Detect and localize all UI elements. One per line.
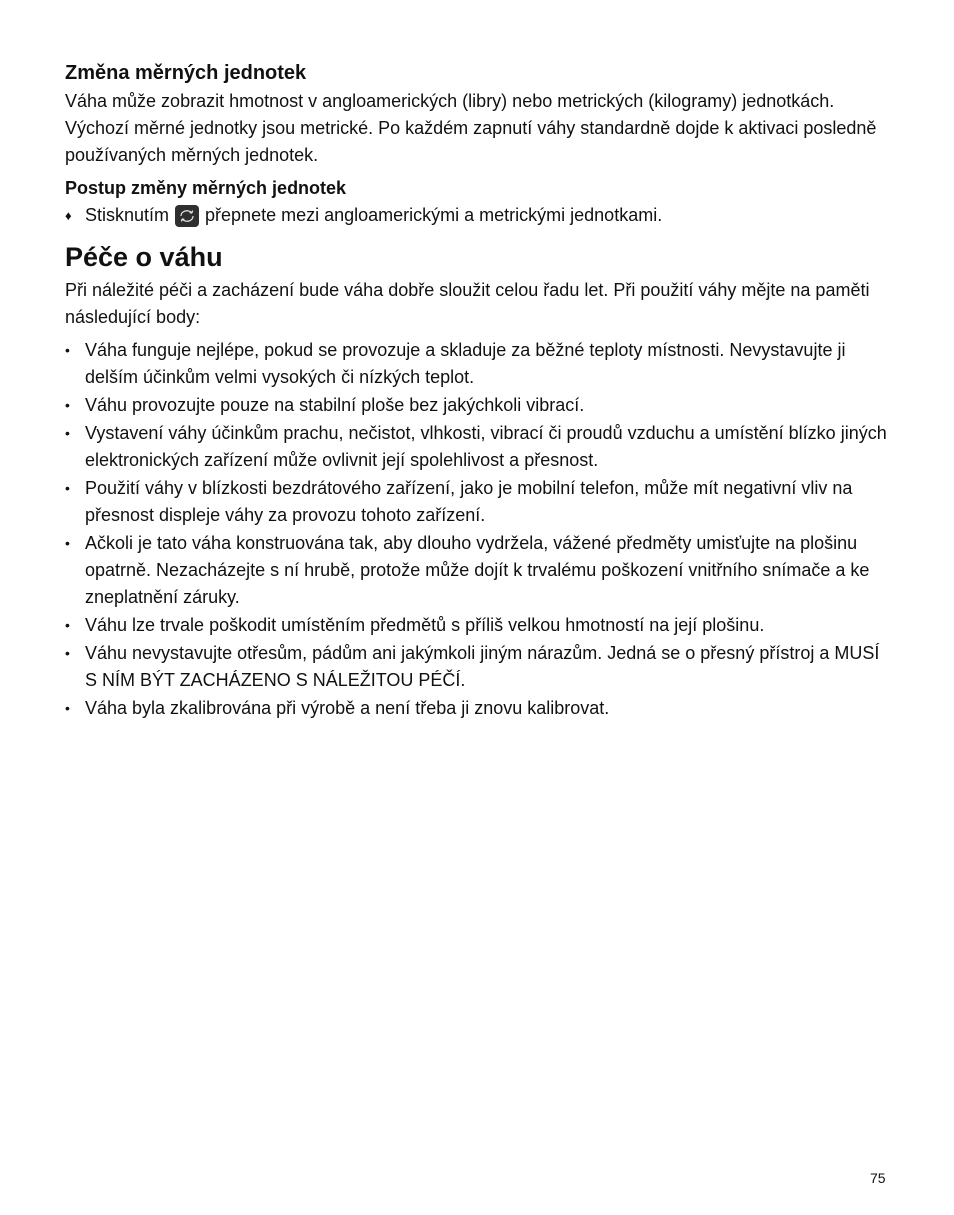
bullet-icon: •	[65, 342, 70, 358]
units-paragraph: Váha může zobrazit hmotnost v angloamerických (libry) nebo metrických (kilogramy) jednotkách. Výchozí měrné jednotky jsou metrické. Po každém zapnutí váhy standardně dojde k aktivaci posledně používaných měrných jednotek.	[65, 91, 877, 165]
list-item-text: Ačkoli je tato váha konstruována tak, aby dlouho vydržela, vážené předměty umisťujte na plošinu opatrně. Nezacházejte s ní hrubě, protože může dojít k trvalému poškození vnitřního snímače a ke zneplatnění záruky.	[85, 533, 870, 607]
manual-page	[65, 58, 890, 723]
list-item-text: Váhu lze trvale poškodit umístěním předmětů s příliš velkou hmotností na její plošinu.	[85, 615, 765, 635]
section-heading-units: Změna měrných jednotek	[65, 62, 307, 84]
bullet-icon: •	[65, 425, 70, 441]
list-item	[65, 337, 890, 391]
care-list	[65, 337, 890, 722]
list-item	[65, 612, 890, 639]
list-item-text: Váhu provozujte pouze na stabilní ploše bez jakýchkoli vibrací.	[85, 395, 585, 415]
diamond-bullet-icon: ♦	[65, 208, 72, 223]
list-item	[65, 640, 890, 694]
unit-toggle-button-icon	[175, 205, 199, 227]
list-item	[65, 530, 890, 611]
section-heading-care: Péče o váhu	[65, 242, 223, 272]
bullet-icon: •	[65, 617, 70, 633]
bullet-icon: •	[65, 700, 70, 716]
step-text-before: Stisknutím	[85, 205, 170, 225]
bullet-icon: •	[65, 535, 70, 551]
step-text-after: přepnete mezi angloamerickými a metrickými jednotkami.	[205, 205, 663, 225]
list-item	[65, 475, 890, 529]
list-item-text: Váha byla zkalibrována při výrobě a není třeba ji znovu kalibrovat.	[85, 698, 610, 718]
procedure-step	[65, 202, 890, 229]
bullet-icon: •	[65, 645, 70, 661]
list-item-text: Použití váhy v blízkosti bezdrátového zařízení, jako je mobilní telefon, může mít negativní vliv na přesnost displeje váhy za provozu tohoto zařízení.	[85, 478, 853, 525]
care-intro: Při náležité péči a zacházení bude váha dobře sloužit celou řadu let. Při použití váhy mějte na paměti následující body:	[65, 280, 870, 327]
bullet-icon: •	[65, 480, 70, 496]
bullet-icon: •	[65, 397, 70, 413]
list-item	[65, 392, 890, 419]
list-item-text: Vystavení váhy účinkům prachu, nečistot, vlhkosti, vibrací či proudů vzduchu a umístění blízko jiných elektronických zařízení může ovlivnit její spolehlivost a přesnost.	[85, 423, 887, 470]
list-item	[65, 695, 890, 722]
page-number: 75	[870, 1170, 886, 1186]
list-item-text: Váha funguje nejlépe, pokud se provozuje a skladuje za běžné teploty místnosti. Nevystavujte ji delším účinkům velmi vysokých či nízkých teplot.	[85, 340, 846, 387]
procedure-heading: Postup změny měrných jednotek	[65, 178, 347, 198]
list-item	[65, 420, 890, 474]
list-item-text: Váhu nevystavujte otřesům, pádům ani jakýmkoli jiným nárazům. Jedná se o přesný přístroj a MUSÍ S NÍM BÝT ZACHÁZENO S NÁLEŽITOU PÉČÍ.	[85, 643, 880, 690]
